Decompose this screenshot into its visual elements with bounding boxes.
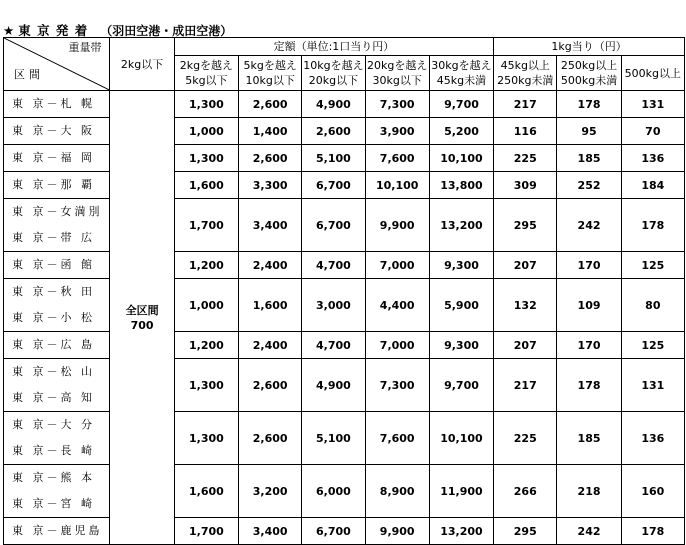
price-cell: 185 xyxy=(557,412,621,465)
price-cell: 4,400 xyxy=(365,279,429,332)
header-flat-col-label: 45kg未満 xyxy=(436,74,487,87)
route-name: 東 京－松 山 xyxy=(12,365,95,378)
price-cell: 3,200 xyxy=(239,465,302,518)
price-cell: 225 xyxy=(494,412,557,465)
price-cell: 242 xyxy=(557,518,621,545)
table-row xyxy=(4,145,685,172)
price-cell: 1,600 xyxy=(174,172,238,199)
price-cell: 5,100 xyxy=(302,412,365,465)
header-perkg-col-2 xyxy=(621,56,684,91)
price-cell: 131 xyxy=(621,91,684,118)
route-name: 東 京－大 阪 xyxy=(12,124,95,137)
star-icon: ★ xyxy=(3,23,15,38)
price-cell: 1,700 xyxy=(174,199,238,252)
price-cell: 125 xyxy=(621,332,684,359)
price-cell: 217 xyxy=(494,91,557,118)
price-cell: 10,100 xyxy=(429,145,493,172)
price-cell: 184 xyxy=(621,172,684,199)
price-cell: 225 xyxy=(494,145,557,172)
price-cell: 1,200 xyxy=(174,252,238,279)
price-cell: 4,700 xyxy=(302,252,365,279)
price-cell: 2,600 xyxy=(239,91,302,118)
route-name: 東 京－福 岡 xyxy=(12,151,95,164)
header-flat-col-label: 30kgを越え xyxy=(431,59,492,72)
price-cell: 7,000 xyxy=(365,252,429,279)
price-cell: 3,400 xyxy=(239,518,302,545)
all-sections-price: 700 xyxy=(130,318,154,332)
header-perkg-col-label: 250kg以上 xyxy=(560,59,618,72)
price-cell: 178 xyxy=(621,199,684,252)
price-cell: 252 xyxy=(557,172,621,199)
price-cell: 4,900 xyxy=(302,91,365,118)
route-cell xyxy=(4,412,110,465)
route-name: 東 京－函 館 xyxy=(12,258,95,271)
price-cell: 136 xyxy=(621,412,684,465)
price-cell: 207 xyxy=(494,252,557,279)
header-flat-col-label: 10kg以下 xyxy=(245,74,295,87)
section-label: 区間 xyxy=(14,68,44,81)
header-flat-col-label: 5kg以下 xyxy=(185,74,228,87)
header-corner xyxy=(4,38,110,91)
table-row xyxy=(4,199,685,252)
price-cell: 1,600 xyxy=(174,465,238,518)
price-cell: 3,000 xyxy=(302,279,365,332)
price-cell: 2,400 xyxy=(239,252,302,279)
header-flat-group: 定額（単位:1口当り円） xyxy=(174,38,493,56)
price-cell: 6,700 xyxy=(302,518,365,545)
price-cell: 4,700 xyxy=(302,332,365,359)
price-cell: 2,600 xyxy=(239,412,302,465)
price-cell: 6,700 xyxy=(302,172,365,199)
price-cell: 95 xyxy=(557,118,621,145)
header-perkg-col-label: 250kg未満 xyxy=(497,74,554,87)
price-cell: 13,200 xyxy=(429,199,493,252)
route-name: 東 京－鹿児島 xyxy=(12,524,103,537)
price-cell: 2,600 xyxy=(239,359,302,412)
header-flat-col-label: 30kg以下 xyxy=(372,74,422,87)
header-flat-col-label: 2kgを越え xyxy=(179,59,234,72)
price-cell: 170 xyxy=(557,252,621,279)
route-cell xyxy=(4,91,110,118)
header-perkg-col-label: 500kg未満 xyxy=(560,74,618,87)
header-flat-col-4 xyxy=(429,56,493,91)
header-perkg-col-1 xyxy=(557,56,621,91)
header-flat-col-3 xyxy=(365,56,429,91)
price-cell: 10,100 xyxy=(429,412,493,465)
price-cell: 70 xyxy=(621,118,684,145)
header-perkg-col-0 xyxy=(494,56,557,91)
table-row xyxy=(4,91,685,118)
route-name: 東 京－秋 田 xyxy=(12,285,95,298)
price-cell: 131 xyxy=(621,359,684,412)
price-cell: 132 xyxy=(494,279,557,332)
route-cell xyxy=(4,252,110,279)
route-name: 東 京－長 崎 xyxy=(12,444,95,457)
route-name: 東 京－熊 本 xyxy=(12,471,95,484)
price-cell: 295 xyxy=(494,518,557,545)
table-row xyxy=(4,359,685,412)
price-cell: 178 xyxy=(557,91,621,118)
price-cell: 1,300 xyxy=(174,145,238,172)
price-cell: 309 xyxy=(494,172,557,199)
price-cell: 160 xyxy=(621,465,684,518)
price-cell: 7,300 xyxy=(365,91,429,118)
price-cell: 1,400 xyxy=(239,118,302,145)
price-cell: 4,900 xyxy=(302,359,365,412)
price-cell: 3,300 xyxy=(239,172,302,199)
price-cell: 116 xyxy=(494,118,557,145)
price-cell: 80 xyxy=(621,279,684,332)
price-cell: 1,300 xyxy=(174,412,238,465)
route-name: 東 京－小 松 xyxy=(12,311,95,324)
price-cell: 242 xyxy=(557,199,621,252)
header-flat-col-label: 5kgを越え xyxy=(243,59,297,72)
header-flat-col-0 xyxy=(174,56,238,91)
price-cell: 170 xyxy=(557,332,621,359)
table-row xyxy=(4,279,685,332)
route-name: 東 京－那 覇 xyxy=(12,178,95,191)
price-cell: 6,000 xyxy=(302,465,365,518)
header-flat-col-1 xyxy=(239,56,302,91)
price-cell: 266 xyxy=(494,465,557,518)
price-cell: 185 xyxy=(557,145,621,172)
price-cell: 178 xyxy=(557,359,621,412)
route-cell xyxy=(4,518,110,545)
price-cell: 5,900 xyxy=(429,279,493,332)
price-cell: 10,100 xyxy=(365,172,429,199)
price-cell: 8,900 xyxy=(365,465,429,518)
header-perkg-group: 1kg当り（円） xyxy=(494,38,685,56)
all-sections-label: 全区間 xyxy=(125,303,159,317)
weight-band-label: 重量帯 xyxy=(68,41,102,54)
price-cell: 1,700 xyxy=(174,518,238,545)
price-cell: 7,600 xyxy=(365,145,429,172)
price-cell: 2,400 xyxy=(239,332,302,359)
route-cell xyxy=(4,279,110,332)
price-cell: 1,300 xyxy=(174,359,238,412)
header-flat-col-label: 10kgを越え xyxy=(303,59,364,72)
price-cell: 2,600 xyxy=(302,118,365,145)
price-cell: 5,100 xyxy=(302,145,365,172)
header-perkg-col-label: 45kg以上 xyxy=(500,59,550,72)
route-cell xyxy=(4,199,110,252)
price-cell: 7,300 xyxy=(365,359,429,412)
route-cell xyxy=(4,465,110,518)
table-row xyxy=(4,252,685,279)
price-cell: 7,000 xyxy=(365,332,429,359)
route-name: 東 京－女満別 xyxy=(12,205,103,218)
price-cell: 1,600 xyxy=(239,279,302,332)
title-sub: （羽田空港・成田空港） xyxy=(100,24,233,38)
price-cell: 3,400 xyxy=(239,199,302,252)
price-cell: 2,600 xyxy=(239,145,302,172)
route-name: 東 京－帯 広 xyxy=(12,231,95,244)
price-cell: 13,800 xyxy=(429,172,493,199)
title-main: 東 京 発 着 xyxy=(18,23,89,38)
header-flat-col-label: 20kgを越え xyxy=(367,59,428,72)
price-cell: 9,300 xyxy=(429,332,493,359)
price-cell: 1,000 xyxy=(174,279,238,332)
table-row xyxy=(4,465,685,518)
route-name: 東 京－高 知 xyxy=(12,391,95,404)
price-cell: 9,900 xyxy=(365,199,429,252)
route-name: 東 京－広 島 xyxy=(12,338,95,351)
price-cell: 9,700 xyxy=(429,91,493,118)
header-2kg: 2kg以下 xyxy=(110,38,174,91)
price-cell: 218 xyxy=(557,465,621,518)
price-cell: 11,900 xyxy=(429,465,493,518)
header-perkg-col-label: 500kg以上 xyxy=(624,66,682,80)
price-cell: 5,200 xyxy=(429,118,493,145)
route-name: 東 京－宮 崎 xyxy=(12,497,95,510)
price-cell: 136 xyxy=(621,145,684,172)
route-cell xyxy=(4,172,110,199)
price-cell: 109 xyxy=(557,279,621,332)
route-cell xyxy=(4,332,110,359)
route-cell xyxy=(4,118,110,145)
price-cell: 295 xyxy=(494,199,557,252)
table-row xyxy=(4,332,685,359)
table-row xyxy=(4,172,685,199)
price-cell: 13,200 xyxy=(429,518,493,545)
table-row xyxy=(4,518,685,545)
price-cell: 7,600 xyxy=(365,412,429,465)
price-cell: 1,200 xyxy=(174,332,238,359)
table-row xyxy=(4,118,685,145)
price-cell: 178 xyxy=(621,518,684,545)
price-cell: 1,300 xyxy=(174,91,238,118)
route-cell xyxy=(4,145,110,172)
table-row xyxy=(4,412,685,465)
all-sections-cell xyxy=(110,91,174,545)
price-cell: 3,900 xyxy=(365,118,429,145)
route-name: 東 京－札 幌 xyxy=(12,97,95,110)
price-cell: 9,700 xyxy=(429,359,493,412)
price-cell: 9,300 xyxy=(429,252,493,279)
price-cell: 9,900 xyxy=(365,518,429,545)
price-cell: 1,000 xyxy=(174,118,238,145)
price-cell: 217 xyxy=(494,359,557,412)
price-cell: 6,700 xyxy=(302,199,365,252)
price-cell: 207 xyxy=(494,332,557,359)
header-flat-col-2 xyxy=(302,56,365,91)
route-cell xyxy=(4,359,110,412)
price-cell: 125 xyxy=(621,252,684,279)
header-flat-col-label: 20kg以下 xyxy=(308,74,359,87)
fare-table xyxy=(3,37,685,545)
route-name: 東 京－大 分 xyxy=(12,418,95,431)
